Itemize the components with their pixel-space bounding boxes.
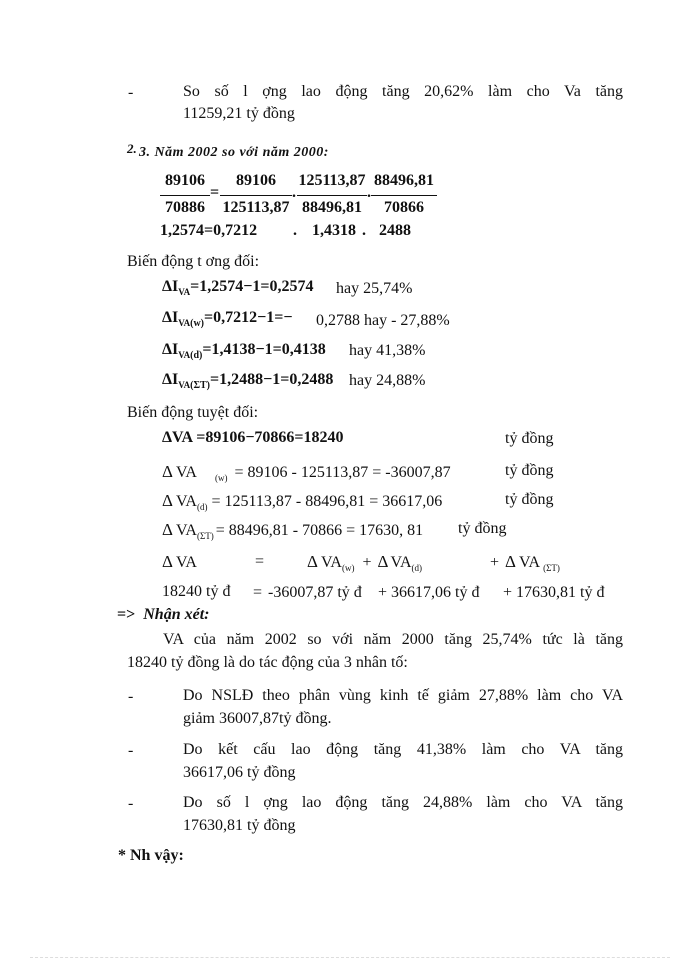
delta-i: ΔI — [162, 341, 179, 358]
relative-note: hay 25,74% — [336, 280, 413, 297]
paragraph-line: 36617,06 tỷ đồng — [183, 764, 296, 781]
unit: tỷ đồng — [505, 491, 554, 508]
paragraph-line: Do số l ợng lao động tăng 24,88% làm cho VA tăng — [183, 794, 623, 811]
subscript — [178, 318, 204, 328]
section-title: 3. Năm 2002 so với năm 2000: — [139, 145, 329, 160]
fraction — [297, 172, 367, 217]
ratio-value: 2488 — [379, 222, 411, 239]
fraction-bar — [160, 195, 210, 196]
sum-term-group — [490, 552, 560, 573]
subscript: (d) — [196, 502, 208, 513]
relative-note: 0,2788 hay - 27,88% — [316, 312, 450, 329]
plus-sign: + — [490, 554, 500, 571]
subscript-text: VA — [178, 350, 191, 361]
paragraph-line: VA của năm 2002 so với năm 2000 tăng 25,74% tức là tăng — [163, 631, 623, 648]
denominator: 70886 — [165, 199, 205, 216]
delta-i: ΔI — [162, 371, 179, 388]
remark-label: Nhận xét: — [143, 606, 210, 623]
delta-icon: Δ — [162, 462, 173, 481]
footer-label: * Nh vậy: — [118, 847, 184, 864]
sum-value: 18240 tỷ đ — [162, 583, 231, 600]
absolute-main-expression: ΔVA =89106−70866=18240 — [162, 429, 344, 446]
relative-note: hay 24,88% — [349, 372, 426, 389]
relative-note: hay 41,38% — [349, 342, 426, 359]
sum-value: -36007,87 tỷ đ — [268, 584, 362, 601]
delta-icon: Δ — [377, 552, 389, 571]
delta-icon: Δ — [307, 552, 318, 571]
sum-value: + 17630,81 tỷ đ — [503, 584, 605, 601]
equals-sign: = — [255, 553, 265, 570]
delta-i: ΔI — [162, 309, 179, 326]
numerator: 89106 — [236, 172, 276, 189]
relative-expression: =1,2574−1=0,2574 — [190, 278, 314, 295]
ratio-value: 1,4318 — [312, 222, 356, 239]
denominator: 88496,81 — [302, 199, 362, 216]
absolute-row — [162, 462, 451, 483]
paragraph-line: 17630,81 tỷ đồng — [183, 817, 296, 834]
fraction-bar — [371, 195, 437, 196]
subscript — [178, 350, 202, 360]
absolute-row — [162, 491, 442, 512]
unit: tỷ đồng — [505, 462, 554, 479]
absolute-lhs: VA — [175, 464, 197, 481]
equals-sign: = — [253, 584, 263, 601]
fraction-bar — [220, 195, 292, 196]
delta-icon: Δ — [162, 552, 173, 571]
relative-row — [162, 309, 292, 329]
numerator: 89106 — [165, 172, 205, 189]
denominator: 125113,87 — [222, 199, 290, 216]
absolute-rhs: = 88496,81 - 70866 = 17630, 81 — [215, 522, 424, 539]
subscript: (w) — [341, 563, 355, 574]
sum-lhs — [162, 552, 197, 572]
subscript — [178, 380, 210, 390]
sum-term: VA — [390, 554, 412, 571]
arrow-icon: => — [117, 606, 136, 623]
page-divider — [30, 957, 670, 958]
subscript-qualifier: (d) — [190, 350, 203, 362]
numerator: 88496,81 — [374, 172, 434, 189]
absolute-rhs: = 89106 - 125113,87 = -36007,87 — [234, 464, 451, 481]
delta-icon: Δ — [505, 552, 516, 571]
equals-sign: = — [210, 184, 220, 201]
relative-expression: =1,4138−1=0,4138 — [202, 341, 326, 358]
subscript-text: VA — [178, 318, 191, 329]
relative-heading: Biến động t ơng đối: — [127, 253, 260, 270]
section-number: 2. — [127, 141, 137, 156]
absolute-rhs: = 125113,87 - 88496,81 = 36617,06 — [211, 493, 443, 510]
relative-row — [162, 371, 333, 391]
fraction-bar — [297, 195, 367, 196]
sum-term: VA — [320, 554, 342, 571]
subscript-qualifier: (ΣT) — [190, 380, 210, 392]
fraction — [371, 172, 437, 217]
sum-term: VA — [175, 554, 197, 571]
unit: tỷ đồng — [458, 520, 507, 537]
sum-value: + 36617,06 tỷ đ — [378, 584, 480, 601]
ratio-value: 1,2574=0,7212 — [160, 222, 258, 239]
dot-sign: . — [292, 184, 296, 201]
subscript: VA — [178, 287, 191, 298]
subscript-text: VA — [178, 380, 191, 391]
relative-expression: =0,7212−1=− — [204, 309, 293, 326]
dot-sign: . — [362, 222, 366, 239]
paragraph-line: So số l ợng lao động tăng 20,62% làm cho Va tăng — [183, 83, 623, 100]
sum-term-group — [307, 552, 422, 573]
denominator: 70866 — [384, 199, 424, 216]
delta-icon: Δ — [162, 520, 173, 539]
paragraph-line: giảm 36007,87tỷ đồng. — [183, 710, 332, 727]
unit: tỷ đồng — [505, 430, 554, 447]
absolute-lhs: VA — [175, 522, 197, 539]
sum-term: VA — [518, 554, 544, 571]
dot-sign: . — [367, 184, 371, 201]
subscript: (ΣT) — [543, 563, 560, 574]
delta-icon: Δ — [162, 491, 173, 510]
absolute-row — [162, 520, 423, 541]
paragraph-line: 18240 tỷ đồng là do tác động của 3 nhân tố: — [127, 654, 408, 671]
paragraph-line: Do NSLĐ theo phân vùng kinh tế giảm 27,88% làm cho VA — [183, 687, 623, 704]
numerator: 125113,87 — [298, 172, 366, 189]
bullet: - — [128, 688, 134, 705]
subscript: (d) — [411, 563, 422, 574]
fraction — [220, 172, 292, 217]
absolute-lhs: VA — [175, 493, 197, 510]
bullet: - — [128, 84, 134, 101]
plus-sign: + — [362, 554, 372, 571]
relative-expression: =1,2488−1=0,2488 — [209, 371, 334, 388]
delta-i: ΔI — [162, 278, 179, 295]
bullet: - — [128, 795, 134, 812]
paragraph-line: Do kết cấu lao động tăng 41,38% làm cho VA tăng — [183, 741, 623, 758]
dot-sign: . — [293, 222, 297, 239]
fraction — [160, 172, 210, 217]
subscript: (w) — [214, 473, 228, 484]
absolute-heading: Biến động tuyệt đối: — [127, 404, 259, 421]
bullet: - — [128, 742, 134, 759]
relative-row — [162, 278, 313, 297]
remark-heading — [117, 606, 209, 624]
paragraph-line: 11259,21 tỷ đồng — [183, 105, 295, 122]
subscript: (ΣT) — [196, 531, 214, 542]
subscript-qualifier: (w) — [190, 318, 204, 330]
relative-row — [162, 341, 326, 361]
